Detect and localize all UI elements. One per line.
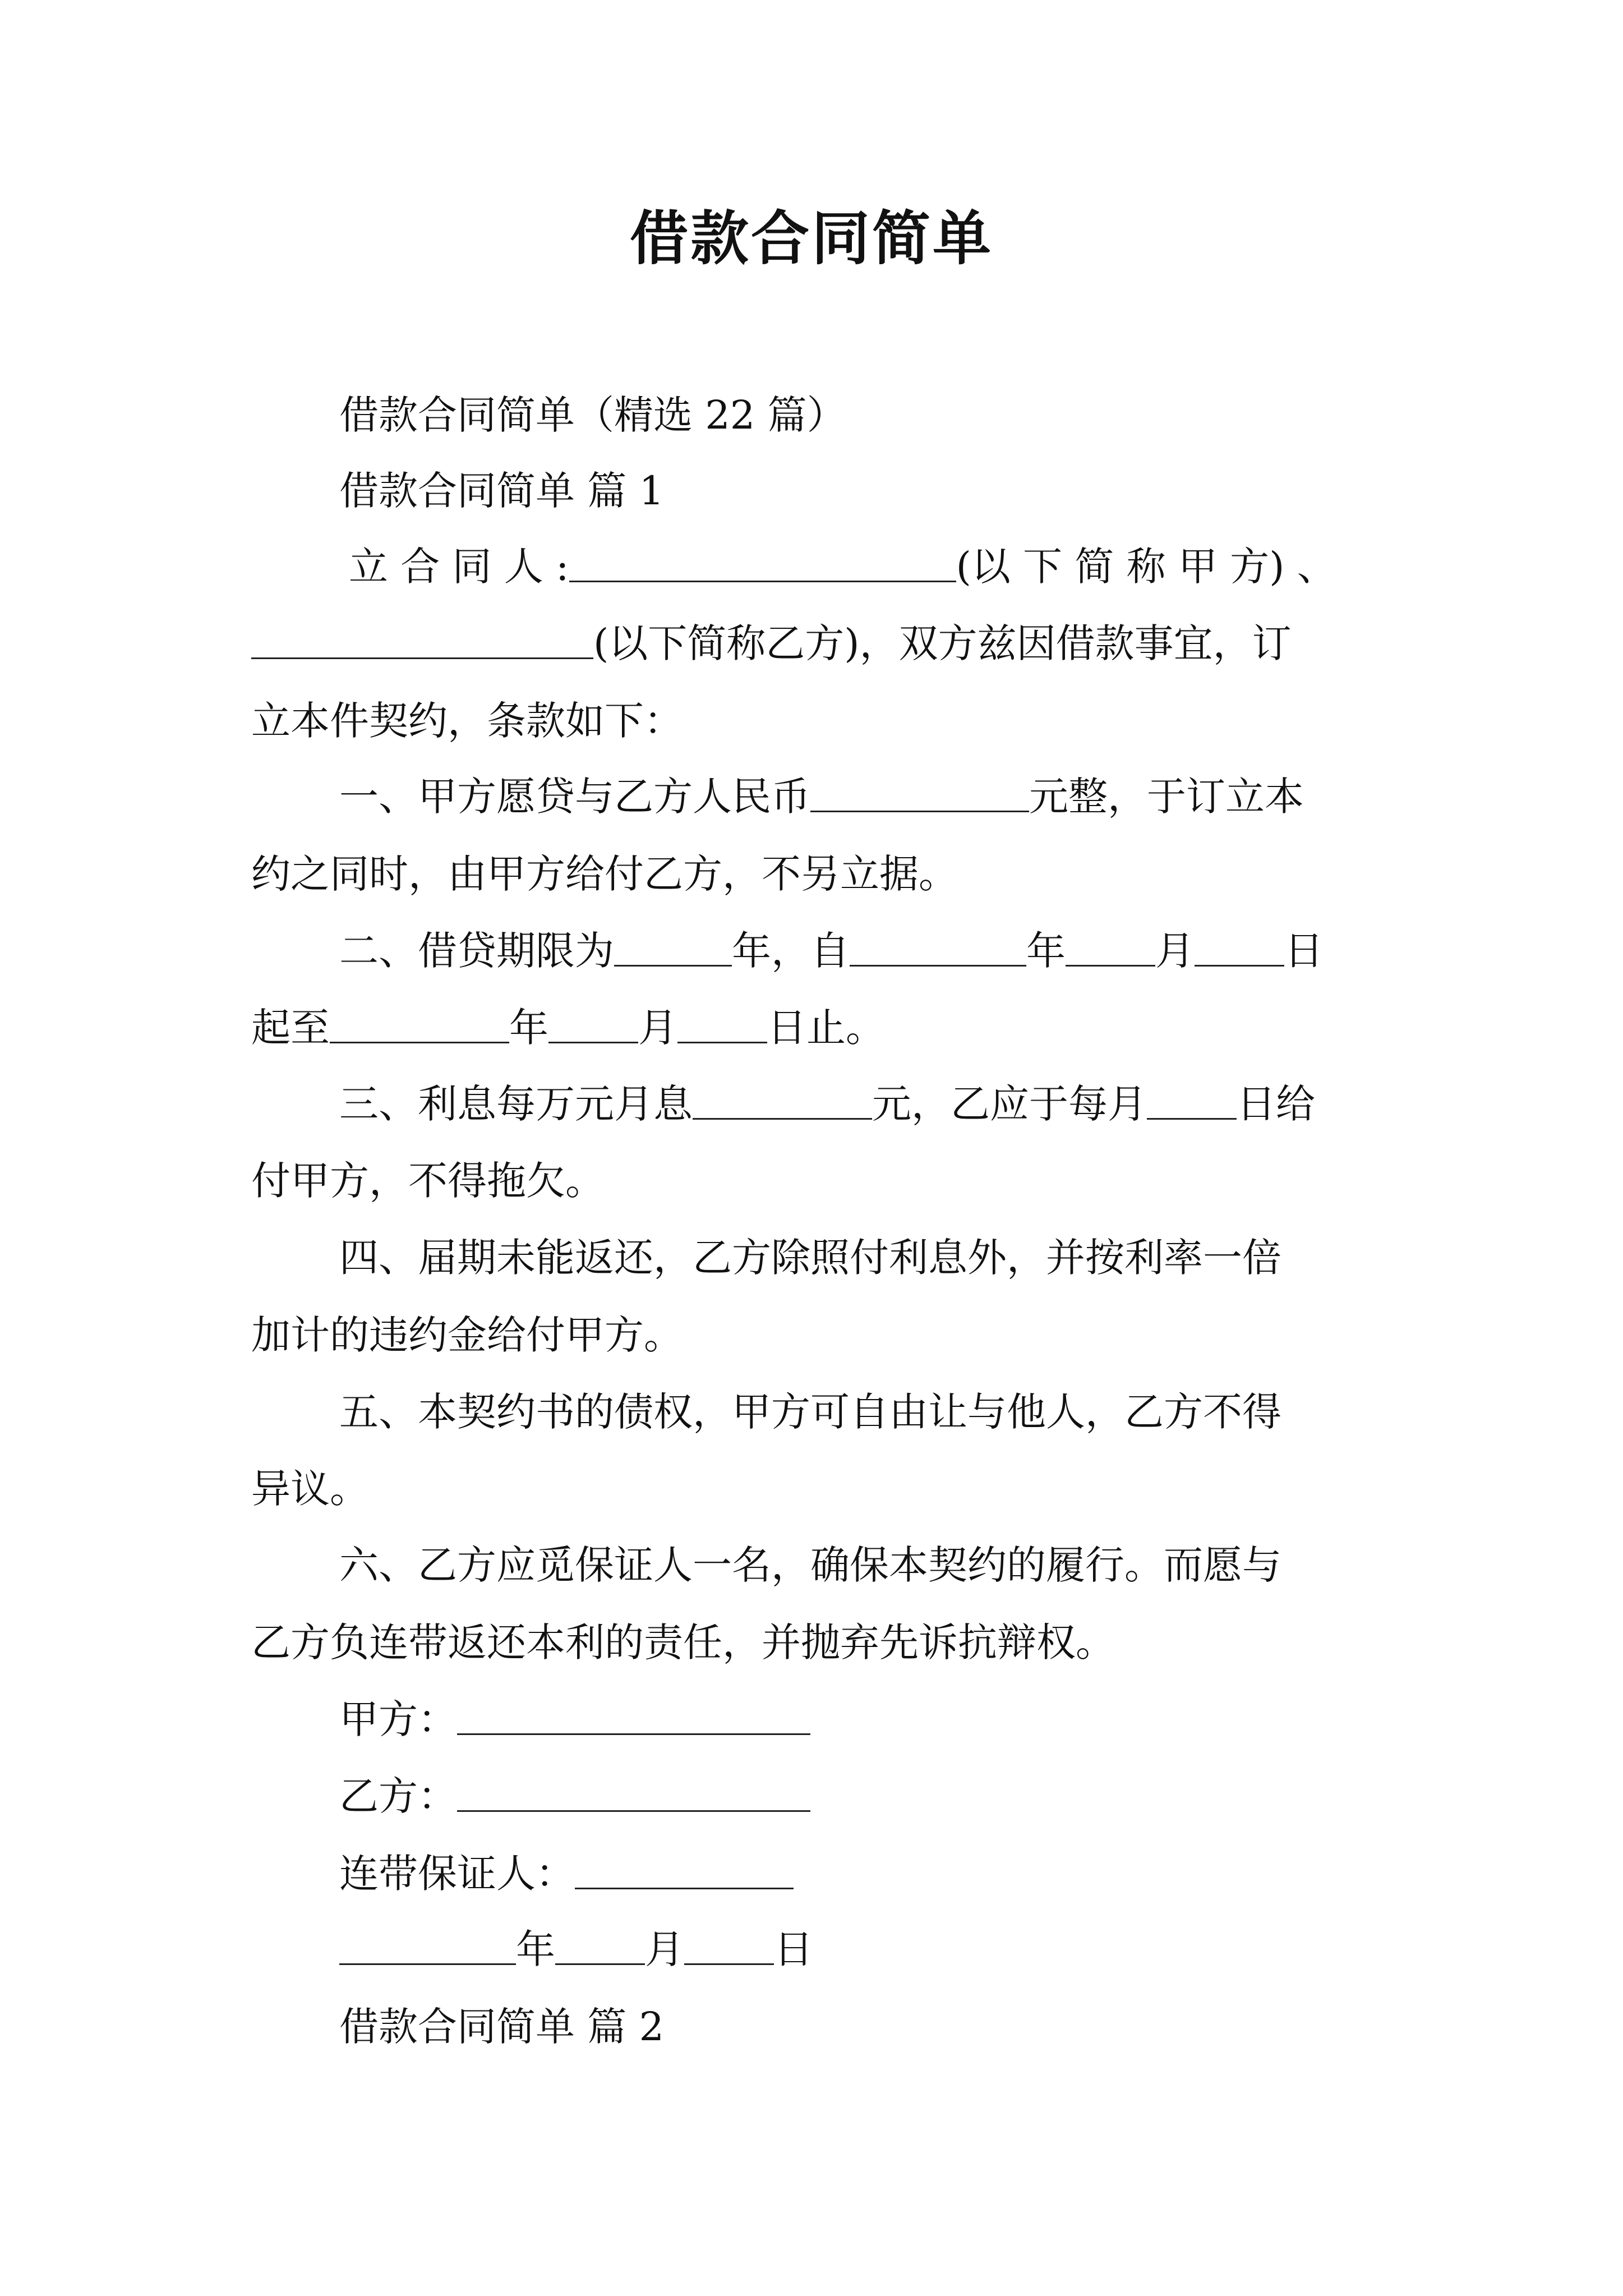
clause-5: 五、本契约书的债权，甲方可自由让与他人，乙方不得 — [339, 1389, 1281, 1435]
clause-1-cont: 约之同时，由甲方给付乙方，不另立据。 — [251, 851, 958, 897]
blank-sign-day — [684, 1929, 774, 1965]
blank-sign-guarantor — [575, 1853, 794, 1889]
signature-guarantor — [339, 1846, 794, 1902]
clause-2-cont-text-b: 年 — [509, 1005, 548, 1051]
clause-3 — [339, 1076, 1315, 1132]
clause-4: 四、届期未能返还，乙方除照付利息外，并按利率一倍 — [339, 1235, 1281, 1281]
clause-2-cont-text-c: 月 — [638, 1005, 677, 1051]
party-line — [349, 539, 1336, 595]
blank-end-day — [677, 1007, 767, 1043]
clause-2-text-d: 月 — [1155, 928, 1195, 974]
signature-date-year-label: 年 — [516, 1926, 555, 1972]
clause-3-cont: 付甲方，不得拖欠。 — [251, 1158, 605, 1204]
blank-sign-year — [339, 1929, 516, 1965]
party-line-prefix: 立 合 同 人 : — [349, 544, 569, 590]
blank-start-year — [850, 930, 1026, 967]
signature-date-day-label: 日 — [774, 1926, 813, 1972]
clause-2-cont-text-a: 起至 — [251, 1005, 330, 1051]
section-heading-1: 借款合同简单 篇 1 — [339, 468, 665, 514]
clause-6: 六、乙方应觅保证人一名，确保本契约的履行。而愿与 — [339, 1542, 1281, 1588]
clause-2 — [339, 923, 1324, 979]
clause-2-text-a: 二、借贷期限为 — [339, 928, 614, 974]
clause-2-text-e: 日 — [1284, 928, 1324, 974]
section-heading-2: 借款合同简单 篇 2 — [339, 2004, 665, 2050]
signature-party-a — [339, 1691, 810, 1747]
party-line-suffix: (以 下 简 称 甲 方) 、 — [956, 544, 1336, 590]
party-line-2-text: (以下简称乙方)，双方兹因借款事宜，订 — [593, 620, 1292, 666]
clause-2-text-c: 年 — [1026, 928, 1066, 974]
blank-start-day — [1195, 930, 1284, 967]
clause-4-cont: 加计的违约金给付甲方。 — [251, 1312, 683, 1358]
clause-1-text-b: 元整，于订立本 — [1029, 774, 1304, 820]
party-line-2 — [251, 615, 1292, 671]
blank-interest — [693, 1083, 872, 1120]
clause-5-cont: 异议。 — [251, 1466, 369, 1512]
document-subtitle: 借款合同简单（精选 22 篇） — [339, 392, 846, 438]
signature-date-month-label: 月 — [645, 1926, 684, 1972]
signature-party-b-label: 乙方： — [339, 1773, 457, 1819]
signature-date — [339, 1921, 813, 1977]
signature-guarantor-label: 连带保证人： — [339, 1851, 575, 1897]
blank-start-month — [1066, 930, 1155, 967]
blank-end-month — [548, 1007, 638, 1043]
blank-sign-party-b — [457, 1775, 810, 1812]
clause-2-cont-text-d: 日止。 — [767, 1005, 885, 1051]
clause-3-text-b: 元，乙应于每月 — [872, 1081, 1147, 1127]
blank-party-b — [251, 623, 593, 659]
clause-2-cont — [251, 1000, 885, 1056]
blank-sign-party-a — [457, 1699, 810, 1735]
document-title: 借款合同简单 — [629, 204, 993, 273]
party-line-3: 立本件契约，条款如下： — [251, 698, 683, 744]
signature-party-a-label: 甲方： — [339, 1696, 457, 1742]
blank-end-year — [330, 1007, 509, 1043]
clause-3-text-a: 三、利息每万元月息 — [339, 1081, 693, 1127]
blank-pay-day — [1147, 1083, 1237, 1120]
clause-2-text-b: 年，自 — [732, 928, 850, 974]
clause-1 — [339, 769, 1304, 825]
blank-sign-month — [555, 1929, 645, 1965]
clause-6-cont: 乙方负连带返还本利的责任，并抛弃先诉抗辩权。 — [251, 1619, 1115, 1665]
blank-amount — [810, 776, 1029, 812]
signature-party-b — [339, 1768, 810, 1824]
blank-party-a — [569, 546, 956, 582]
blank-term-years — [614, 930, 732, 967]
clause-3-text-c: 日给 — [1237, 1081, 1315, 1127]
clause-1-text-a: 一、甲方愿贷与乙方人民币 — [339, 774, 810, 820]
